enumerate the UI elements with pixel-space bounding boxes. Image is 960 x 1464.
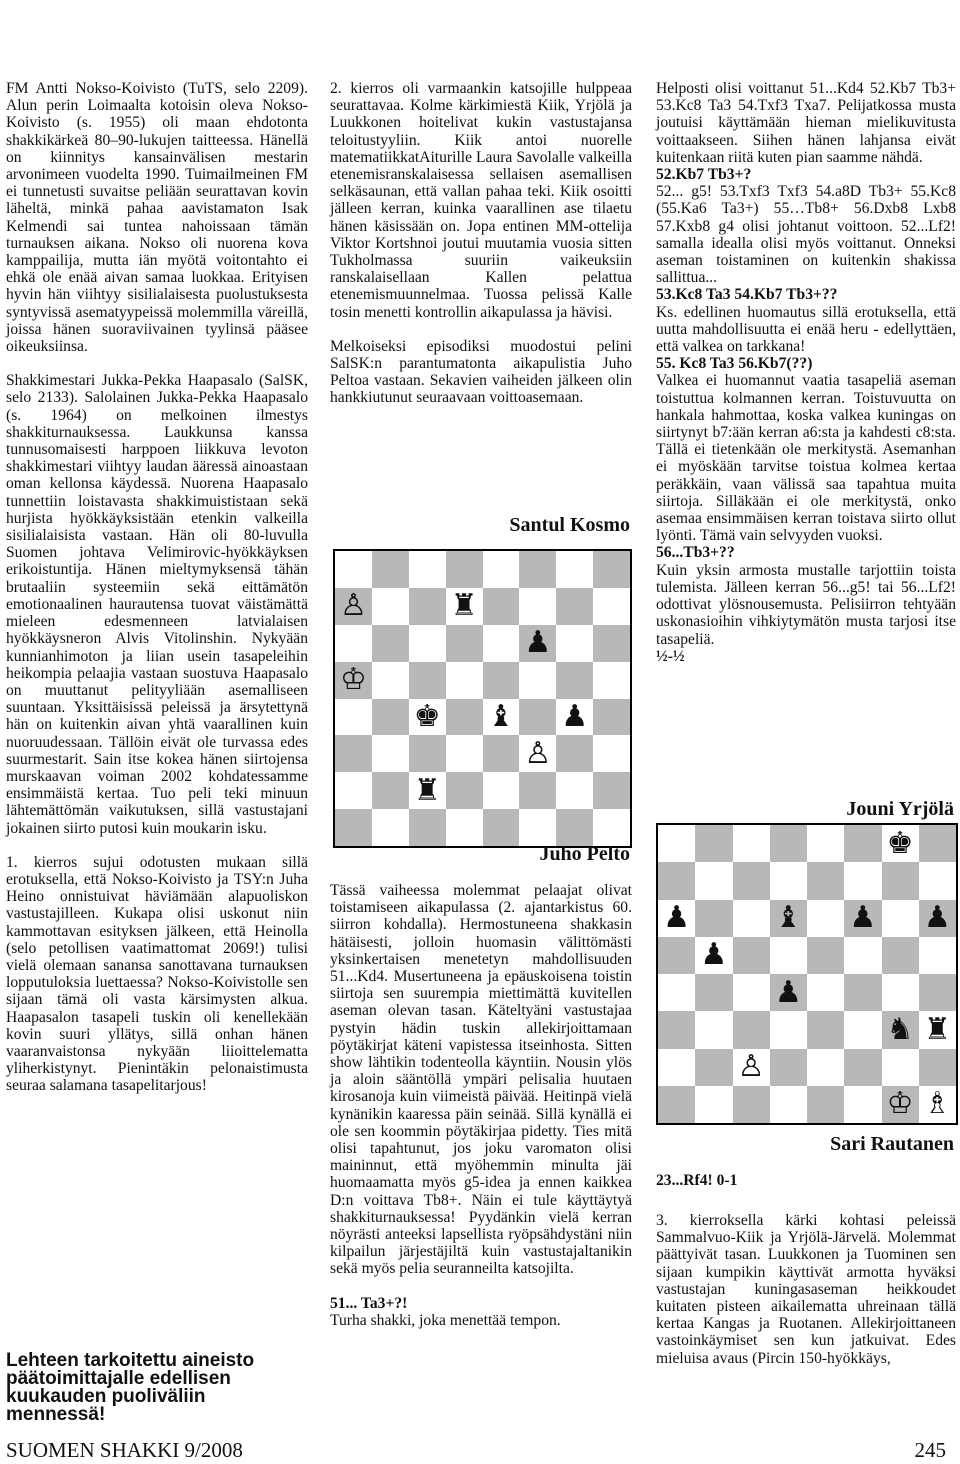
chess-square: [519, 551, 556, 588]
chess-square: [409, 809, 446, 846]
chess-square: [882, 937, 919, 974]
chess-square: [483, 772, 520, 809]
paragraph-analysis-2: 52... g5! 53.Txf3 Txf3 54.a8D Tb3+ 55.Kc8 (55.Ka6 Ta3+) 55…Tb8+ 56.Dxb8 Lxb8 57.Kxb8 g4 olisi johtanut voittoon. 52...Lf2! samalla ideallа olisi myös voittanut. Onneksi aseman toistaminen on kuitenkin shakissa sallittua...: [656, 183, 956, 287]
chess-piece-square: ♟: [556, 699, 593, 736]
chess-square: [446, 809, 483, 846]
chess-square: [372, 772, 409, 809]
chess-square: [483, 809, 520, 846]
chess-square: [733, 1011, 770, 1048]
paragraph-nokso-koivisto: FM Antti Nokso-Koivisto (TuTS, selo 2209). Alun perin Loimaalta kotoisin oleva Nokso-Koivisto (s. 1955) oli maan ehdotonta shakkikärkeä 80–90-lukujen taitteessa. Hänellä on kiinnitys kansainvälisen mestarin arvonimeen vuodelta 1990. Tuimailmeinen FM ei tunnetusti suvaitse peliään seurattavan kovin läheltä, minkä pahaa aavistamaton Isak Kelmendi sai tuntea nahoissaan tämän turnauksen aikana. Nokso oli nuorena kova kamppailija, mutta iän myötä voitontahto ei ehkä ole enää aivan samaa luokkaa. Erityisen hyvin hän viihtyy sisilialaisesta puolustuksesta syntyvissä asematyypeissä molemmilla väreillä, joissa hänen suoraviivainen tyylinsä pääsee oikeuksiinsa.: [6, 80, 308, 356]
chess-square: [556, 662, 593, 699]
game-result: ½-½: [656, 647, 685, 665]
chess-square: [372, 551, 409, 588]
chess-square: [483, 551, 520, 588]
chess-square: [844, 1011, 881, 1048]
chess-square: [770, 862, 807, 899]
chess-square: [446, 735, 483, 772]
paragraph-analysis-3: Ks. edellinen huomautus sillä erotuksella, että uutta mahdollisuutta ei enää heru - edellyttäen, että valkea on tarkkana!: [656, 303, 956, 356]
chess-piece-square: ♞: [882, 1011, 919, 1048]
chess-square: [882, 974, 919, 1011]
comment-51: Turha shakki, joka menettää tempon.: [330, 1311, 561, 1329]
chess-square: [807, 937, 844, 974]
chess-square: [409, 551, 446, 588]
paragraph-haapasalo: Shakkimestari Jukka-Pekka Haapasalo (SalSK, selo 2133). Salolainen Jukka-Pekka Haapasalo (s. 1964) on melkoinen ilmestys shakkiturnauksessa. Laukkunsa kanssa tunnusomaisesti harppoen liikkuva levoton shakkimestari viihtyy laudan ääressä ainoastaan oman kellonsa käydessä. Nuorena Haapasalo tunnettiin loistavasta shakkimuististaan sekä hurjista hyökkäyksistään etenkin valkeilla sisilialaisista vastaan. Hän oli 80-luvulla Suomen johtava Velimirovic-hyökkäyksen erikoistuntija. Hänen mieltymyksensä tähän brutaaliin systeemiin sekä eittämätön emotionaalinen haurautensa tuovat väistämättä mieleen edesmenneen latvialaisen hyökkäysneron Alvis Vitolinshin. Nykyään kunnianhimoton ja liian usein tasapeleihin heikompia pelaajia vastaan suostuva Haapasalo on muuttanut pelityyliään asemalliseen suuntaan. Yksittäisissä peleissä ja ärsytettynä hän on kuitenkin aivan yhtä vaarallinen kuin nuoruudessaan. Tällöin eivät ole turvassa edes suurmestarit. Sain itse kokea hänen siirtojensa murskaavan voiman 2002 kohdatessamme ensimmäistä kertaa. Tuo peli teki minuun lähtemättömän vaikutuksen, sillä vastustajani jokainen siirto putosi kuin moukarin isku.: [6, 372, 308, 837]
chess-square: [658, 862, 695, 899]
chess-square: [733, 937, 770, 974]
chess-square: [919, 937, 956, 974]
chess-square: [483, 735, 520, 772]
paragraph-analysis-1: Helposti olisi voittanut 51...Kd4 52.Kb7 Tb3+ 53.Kc8 Ta3 54.Txf3 Txa7. Pelijatkossa musta joutuisi käyttämään hieman mielikuvitusta voittaakseen. Siihen hänen lahjansa eivät kuitenkaan riitä kuten pian saamme nähdä.: [656, 80, 956, 166]
chess-piece-square: ♟: [844, 900, 881, 937]
chess-square: [519, 772, 556, 809]
chess-square: [919, 1049, 956, 1086]
column-2-lower: [330, 882, 632, 1346]
paragraph-analysis-4: Valkea ei huomannut vaatia tasapeliä aseman toistuttua kolmannen kerran. Toistuvuutta on hankala hahmottaa, koska valkea kuningas on siirtynyt b7:ään kerran a6:sta ja kahdesti c8:sta. Tällä ei tietenkään ole merkitystä. Asemanhan ei myöskään tarvitse toistua kolmea kertaa peräkkäin, vaan välissä saa tapahtua muita siirtoja. Silläkään ei ole merkitystä, onko asemaa ensimmäisen kerran toistava siirto ollut lyönti. Tämä vain selvyyden vuoksi.: [656, 372, 956, 545]
chess-square: [556, 735, 593, 772]
chess-square: [695, 825, 732, 862]
chess-square: [593, 662, 630, 699]
chess-square: [593, 625, 630, 662]
chess-piece-square: ♙: [519, 735, 556, 772]
chess-square: [658, 1049, 695, 1086]
chess-square: [695, 974, 732, 1011]
move-53: 53.Kc8 Ta3 54.Kb7 Tb3+??: [656, 286, 838, 304]
chess-square: [658, 974, 695, 1011]
chess-square: [593, 588, 630, 625]
chess-square: [844, 1086, 881, 1123]
move-23: 23...Rf4! 0-1: [656, 1172, 738, 1189]
chess-square: [844, 825, 881, 862]
page-number: 245: [914, 1438, 946, 1462]
chess-square: [519, 662, 556, 699]
chess-square: [770, 937, 807, 974]
move-51: 51... Ta3+?!: [330, 1294, 408, 1312]
chess-square: [844, 974, 881, 1011]
move-56: 56...Tb3+??: [656, 544, 735, 562]
chess-square: [844, 937, 881, 974]
chess-square: [335, 551, 372, 588]
chess-piece-square: ♗: [919, 1086, 956, 1123]
chess-square: [409, 625, 446, 662]
chess-piece-square: ♝: [770, 900, 807, 937]
chess-square: [335, 699, 372, 736]
paragraph-round-2: 2. kierros oli varmaankin katsojille hulppeaa seurattavaa. Kolme kärkimiestä Kiik, Yrjölä ja Luukkonen hoitelivat kukin vastustajansa teloitustyyliin. Kiik antoi nuorelle matematiikkatAiturille Laura Savolalle valkeilla etenemisranskalaisessa sellaisen asemallisen selkäsaunan, että vallan pahaa teki. Kiik osoitti jälleen kerran, kuinka vaarallinen ase tilaetu hänen käsissään on. Jopa entinen MM-ottelija Viktor Kortshnoi joutui muutamia vuosia sitten Tukholmassa suuriin vaikeuksiin ranskalaisellaan Kallen pelattua etenemismuunnelmaa. Tuossa pelissä Kalle tosin menetti kontrollin aikapulassa ja hävisi.: [330, 80, 632, 321]
chess-square: [446, 551, 483, 588]
chess-square: [593, 772, 630, 809]
chess-piece-square: ♟: [519, 625, 556, 662]
chess-square: [409, 735, 446, 772]
board2-player-top: Jouni Yrjölä: [846, 798, 954, 820]
chess-piece-square: ♔: [335, 662, 372, 699]
chess-board-1: [333, 549, 632, 848]
chess-square: [409, 662, 446, 699]
chess-square: [658, 1086, 695, 1123]
chess-square: [844, 862, 881, 899]
chess-piece-square: ♜: [409, 772, 446, 809]
chess-square: [770, 1086, 807, 1123]
chess-piece-square: ♙: [733, 1049, 770, 1086]
chess-square: [695, 1086, 732, 1123]
paragraph-round-1: 1. kierros sujui odotusten mukaan sillä erotuksella, että Nokso-Koivisto ja TSY:n Juha Heino onnistuivat häviämään alapuoliskon vastustajilleen. Kukapa olisi uskonut niin kammottavan esityksen jälkeen, että Heinolla (selo petollisen vaatimattomat 2069!) tulisi vielä olemaan sanansa sanottavana turnauksen lopputuloksia luettaessa? Nokso-Koivistolle sen sijaan tämä oli vasta kärsimysten alkua. Haapasalon tasapeli tuskin oli kenellekään kovin suuri yllätys, sillä onhan hänen vaaranvaistonsa nykyään liioittelematta yliherkistynyt. Pienintäkin pelonaistimusta seuraa salamana tasapelitarjous!: [6, 853, 308, 1095]
chess-piece-square: ♟: [658, 900, 695, 937]
chess-square: [519, 809, 556, 846]
chess-piece-square: ♜: [919, 1011, 956, 1048]
board1-player-top: Santul Kosmo: [509, 514, 630, 536]
chess-square: [372, 699, 409, 736]
chess-square: [446, 625, 483, 662]
chess-square: [882, 862, 919, 899]
chess-piece-square: ♟: [919, 900, 956, 937]
column-3-lower: [656, 1212, 956, 1384]
board1-player-bottom: Juho Pelto: [539, 843, 630, 865]
chess-square: [593, 551, 630, 588]
chess-square: [919, 825, 956, 862]
chess-square: [807, 1086, 844, 1123]
chess-square: [844, 1049, 881, 1086]
paragraph-time-trouble: Tässä vaiheessa molemmat pelaajat olivat toistamiseen aikapulassa (2. ajantarkistus 60. siirron kohdalla). Hermostuneena shakkasin hätäisesti, jolloin huomasin välittömästi yksinkertaisen menetetyn mahdollisuuden 51...Kd4. Musertuneena ja epäuskoisena toistin siirtoja sen suurempia miettimättä kuvitellen aseman olevan tasan. Käteltyäni vastustajaa pystyin hädin tuskin allekirjoittamaan pöytäkirjat käteni vapistessa itseinhosta. Sitten show lähtikin todenteolla käyntiin. Nousin ylös ja aloin sääntöllä ympäri pelisalia huutaen kirosanoja kuin viimeistä päivää. Heitinpä vielä kynänikin kaaressa päin seinää. Sillä kynällä ei ole sen koommin pöytäkirjaa pidetty. Ties mitä olisi tapahtunut, jos joku varomaton olisi maininnut, että myöhemmin minulta jäi huomaamatta myös g5-idea ja ennen kaikkea D:n voittava Tb8+. Näin ei tule käyttäytyä shakkiturnauksessa! Pyydänkin vielä kerran nöyrästi anteeksi lapsellista ryöpsähdystäni niin kilpailun järjestäjiltä kuin vastustajaltanikin sekä myös pelia seuranneilta katsojilta.: [330, 882, 632, 1278]
magazine-issue: SUOMEN SHAKKI 9/2008: [6, 1438, 243, 1462]
chess-square: [695, 1049, 732, 1086]
paragraph-analysis-5: Kuin yksin armosta mustalle tarjottiin toista tulemista. Jälleen kerran 56...g5! tai 56...Lf2! odottivat ylösnousemusta. Pelisiirron tehtyään uskonasioihin vihkiytymätön musta tarjosi itse tasapeliä.: [656, 561, 956, 648]
chess-piece-square: ♟: [770, 974, 807, 1011]
chess-square: [658, 937, 695, 974]
chess-square: [658, 1011, 695, 1048]
column-1: [6, 80, 308, 1112]
chess-square: [335, 809, 372, 846]
chess-square: [593, 809, 630, 846]
chess-square: [695, 1011, 732, 1048]
chess-square: [882, 900, 919, 937]
chess-square: [409, 588, 446, 625]
chess-square: [807, 825, 844, 862]
chess-piece-square: ♔: [882, 1086, 919, 1123]
chess-square: [556, 588, 593, 625]
chess-square: [446, 699, 483, 736]
chess-square: [446, 662, 483, 699]
chess-piece-square: ♜: [446, 588, 483, 625]
chess-square: [807, 1011, 844, 1048]
chess-square: [733, 825, 770, 862]
chess-square: [733, 1086, 770, 1123]
chess-square: [372, 588, 409, 625]
chess-square: [372, 735, 409, 772]
chess-square: [335, 625, 372, 662]
chess-square: [372, 809, 409, 846]
chess-square: [807, 862, 844, 899]
chess-square: [807, 974, 844, 1011]
chess-square: [695, 900, 732, 937]
chess-piece-square: ♝: [483, 699, 520, 736]
chess-square: [483, 588, 520, 625]
chess-square: [335, 735, 372, 772]
chess-square: [483, 662, 520, 699]
chess-square: [446, 772, 483, 809]
chess-square: [658, 825, 695, 862]
chess-square: [372, 625, 409, 662]
chess-square: [882, 1049, 919, 1086]
paragraph-pelto-intro: Melkoiseksi episodiksi muodostui pelini SalSK:n parantumatonta aikapulistia Juho Peltoa vastaan. Sekavien vaiheiden jälkeen olin hankkiutunut seuraavaan voittoasemaan.: [330, 337, 632, 407]
chess-square: [556, 809, 593, 846]
move-55: 55. Kc8 Ta3 56.Kb7(??): [656, 355, 813, 373]
chess-square: [733, 900, 770, 937]
chess-square: [556, 625, 593, 662]
chess-square: [919, 974, 956, 1011]
chess-square: [593, 735, 630, 772]
chess-square: [807, 900, 844, 937]
deadline-notice: Lehteen tarkoitettu aineisto päätoimittajalle edellisen kuukauden puoliväliin mennessä!: [6, 1350, 255, 1425]
board2-player-bottom: Sari Rautanen: [830, 1133, 954, 1155]
paragraph-round-3: 3. kierroksella kärki kohtasi peleissä Sammalvuo-Kiik ja Yrjölä-Järvelä. Molemmat päättyivät tasan. Luukkonen ja Tuominen sen sijaan kumpikin käyttivät armotta hyväksi vastustajan kuningasaseman heikkoudet kuitaten pisteen aikailematta uhreinaan tällä kertaa Kangas ja Ruotanen. Allekirjoittaneen vastoinkäymiset sen kun jatkuivat. Edes mieluisa avaus (Pircin 150-hyökkäys,: [656, 1212, 956, 1367]
column-2: [330, 80, 632, 424]
chess-square: [593, 699, 630, 736]
chess-piece-square: ♚: [882, 825, 919, 862]
chess-square: [733, 862, 770, 899]
chess-piece-square: ♟: [695, 937, 732, 974]
chess-square: [556, 551, 593, 588]
chess-square: [919, 862, 956, 899]
chess-square: [770, 1011, 807, 1048]
chess-piece-square: ♙: [335, 588, 372, 625]
chess-square: [770, 825, 807, 862]
chess-square: [372, 662, 409, 699]
chess-square: [556, 772, 593, 809]
chess-piece-square: ♚: [409, 699, 446, 736]
chess-square: [519, 588, 556, 625]
chess-square: [695, 862, 732, 899]
chess-square: [770, 1049, 807, 1086]
chess-square: [335, 772, 372, 809]
column-3: [656, 80, 956, 665]
chess-square: [483, 625, 520, 662]
chess-square: [733, 974, 770, 1011]
move-52: 52.Kb7 Tb3+?: [656, 166, 752, 184]
chess-square: [519, 699, 556, 736]
chess-square: [807, 1049, 844, 1086]
chess-board-2: [656, 823, 958, 1125]
